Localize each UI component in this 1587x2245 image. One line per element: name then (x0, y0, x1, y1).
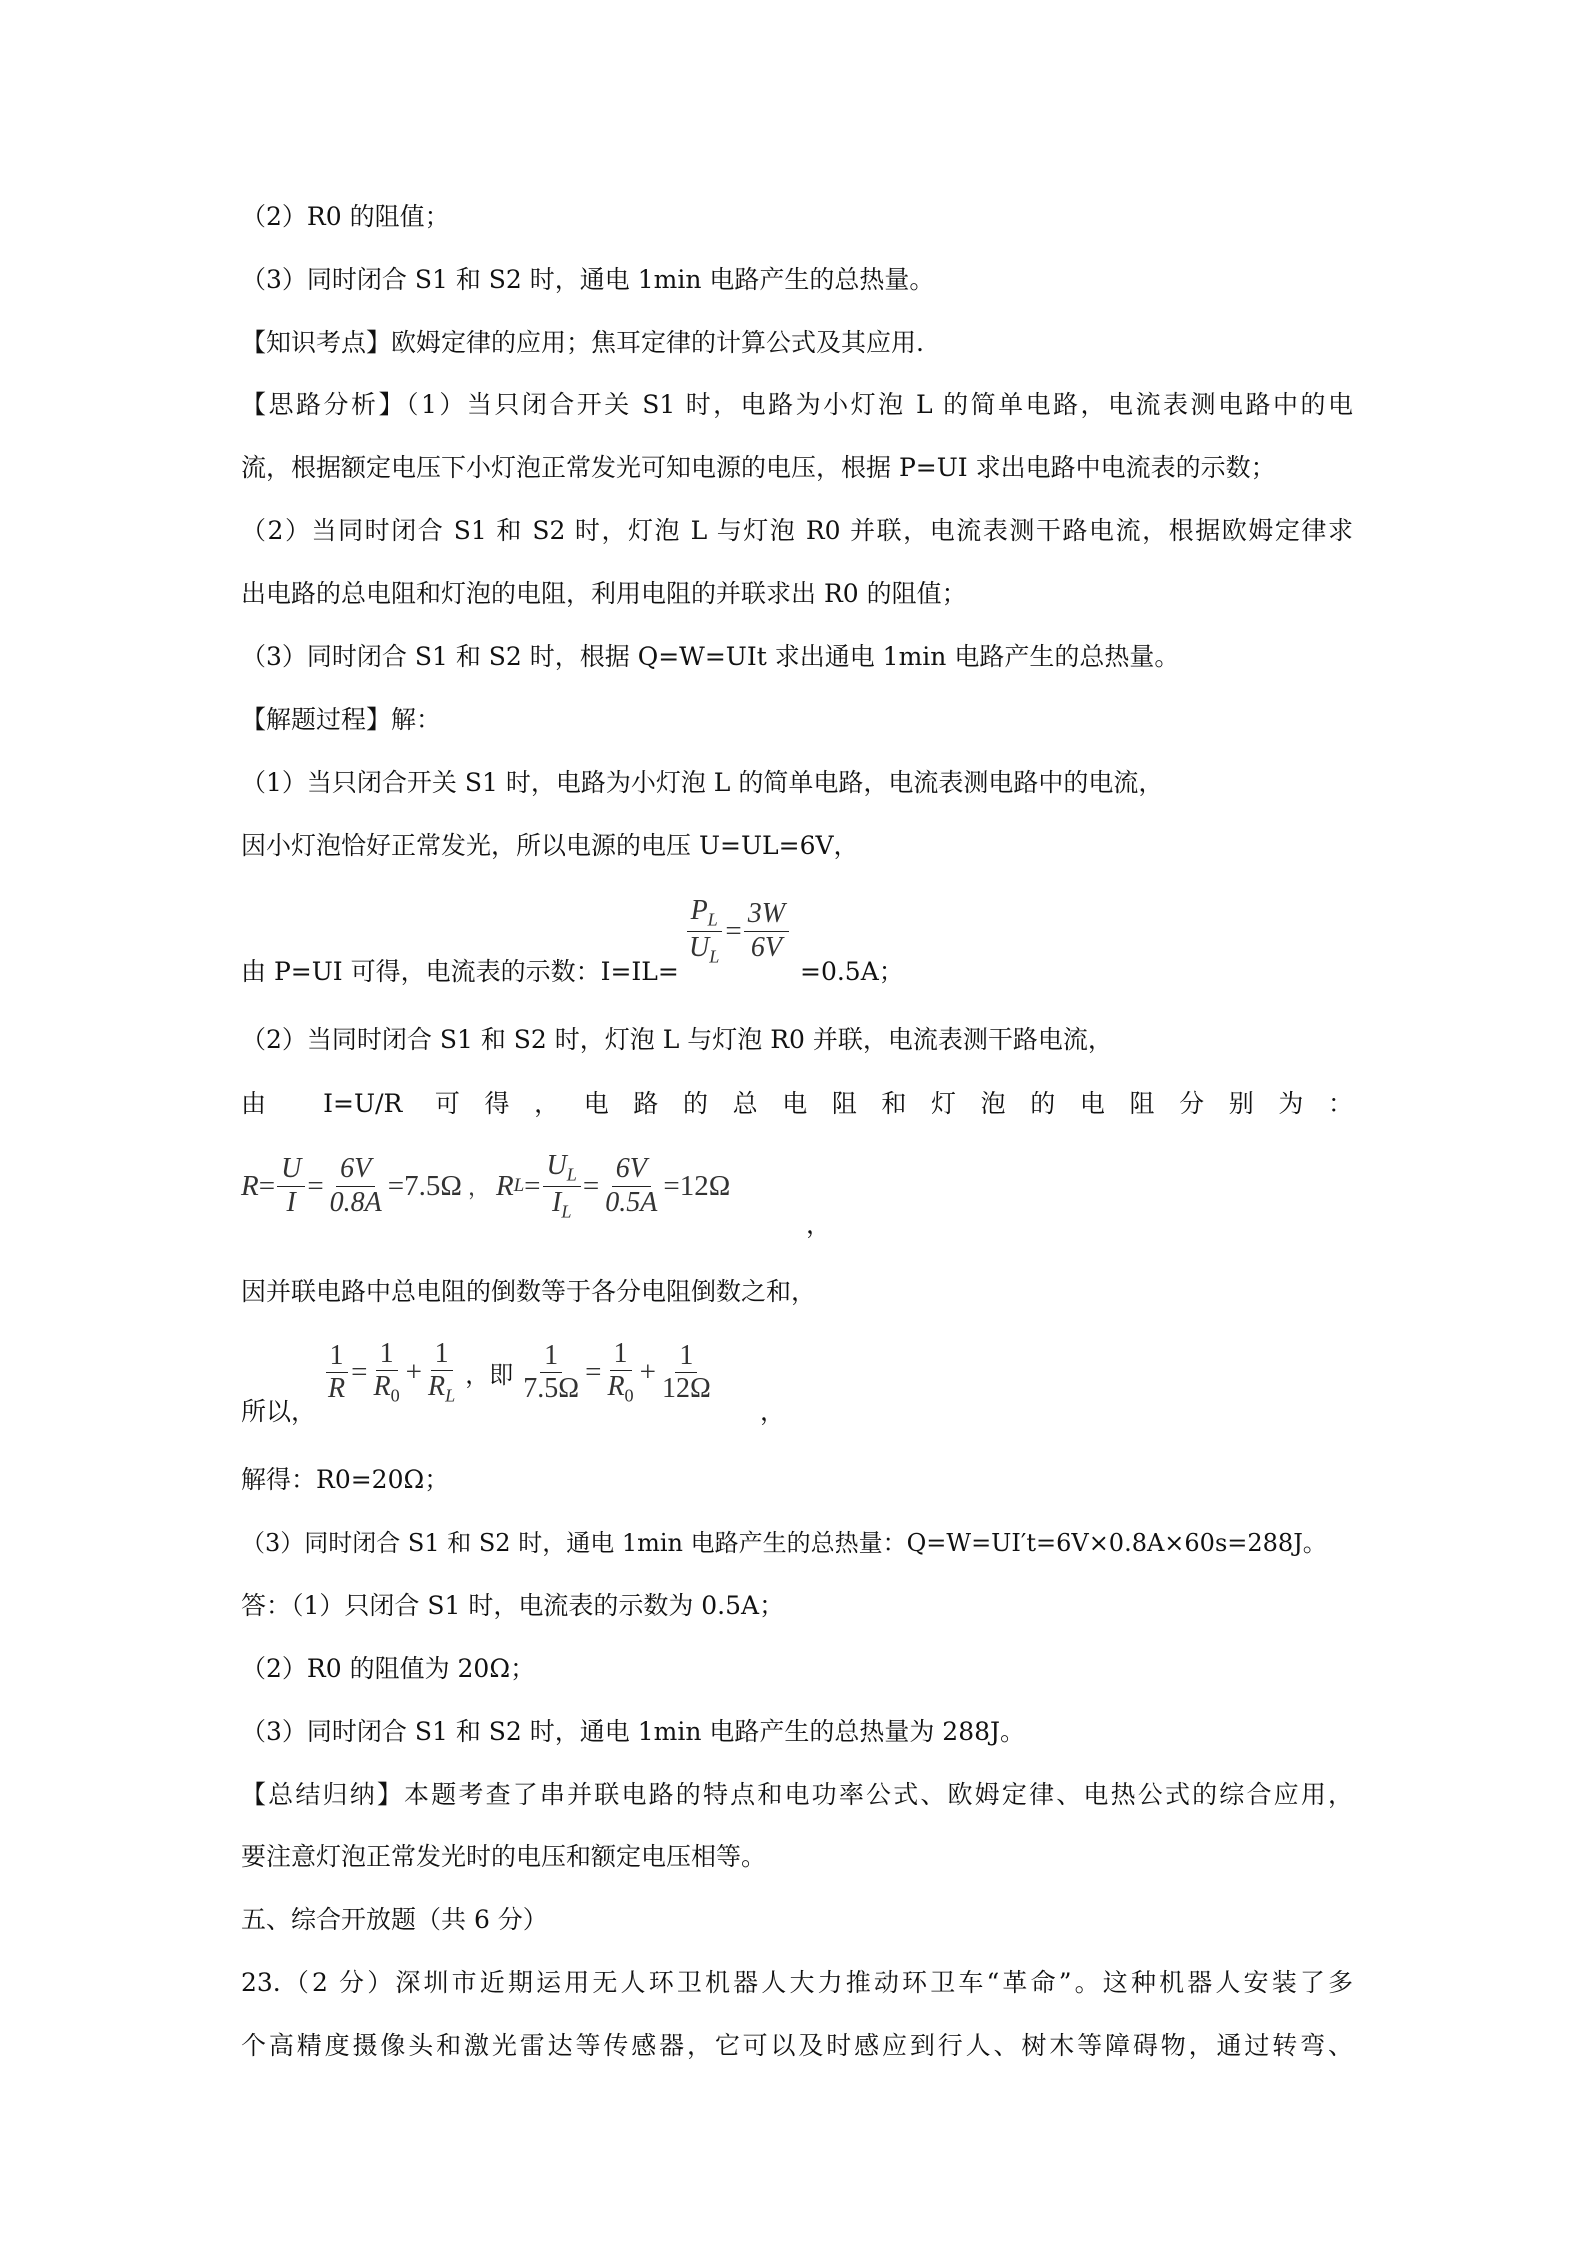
solution-line: 由 I=U/R 可得，电路的总电阻和灯泡的电阻分别为： (241, 1089, 1353, 1118)
analysis-line: 【思路分析】（1）当只闭合开关 S1 时，电路为小灯泡 L 的简单电路，电流表测电路中的电 (241, 390, 1353, 419)
plus: + (639, 1355, 656, 1388)
result: =12Ω (663, 1169, 731, 1202)
fraction (324, 1340, 349, 1405)
question-line: 个高精度摄像头和激光雷达等传感器，它可以及时感应到行人、树木等障碍物，通过转弯、 (241, 2031, 1353, 2060)
analysis-line: （2）当同时闭合 S1 和 S2 时，灯泡 L 与灯泡 R0 并联，电流表测干路电流，根据欧姆定律求 (241, 516, 1353, 545)
summary-line: 要注意灯泡正常发光时的电压和额定电压相等。 (241, 1842, 767, 1871)
denominator: 0.5A (605, 1186, 658, 1218)
text-segment: 所以， (241, 1397, 317, 1426)
formula-resistance (241, 1150, 730, 1222)
numerator: 1 (610, 1338, 632, 1371)
text-segment: 由 P=UI 可得，电流表的示数：I=IL= (241, 957, 679, 986)
denominator: I (286, 1186, 296, 1218)
text-line: （2）R0 的阻值； (241, 202, 450, 231)
numerator: 3W (744, 898, 789, 931)
text-segment: ， (806, 1210, 832, 1239)
denominator: 12Ω (662, 1372, 711, 1404)
equals: = (585, 1355, 602, 1388)
solution-line: 因小灯泡恰好正常发光，所以电源的电压 U=UL=6V， (241, 831, 859, 860)
formula-parallel (322, 1338, 717, 1407)
equals: = (351, 1355, 368, 1388)
fraction (744, 898, 789, 963)
symbol: U (546, 1150, 567, 1181)
subscript: 0 (390, 1385, 400, 1406)
symbol: I (551, 1186, 562, 1218)
denominator: R (328, 1372, 346, 1404)
symbol: U (689, 931, 710, 963)
analysis-line: （3）同时闭合 S1 和 S2 时，根据 Q=W=UIt 求出通电 1min 电路产生的总热量。 (241, 642, 1180, 671)
numerator: 6V (336, 1153, 375, 1186)
symbol: R (373, 1371, 391, 1403)
text-segment: ，即 (465, 1360, 514, 1389)
separator: ， (467, 1174, 490, 1200)
denominator: 0.8A (329, 1186, 382, 1218)
equals: = (725, 914, 742, 947)
subscript: L (566, 1164, 577, 1185)
answer-line: 答：（1）只闭合 S1 时，电流表的示数为 0.5A； (241, 1591, 785, 1620)
numerator: 1 (376, 1338, 398, 1371)
solution-line-current (241, 955, 679, 989)
equals: = (307, 1169, 324, 1202)
text-segment: ， (760, 1397, 786, 1426)
solution-line: 解得：R0=20Ω； (241, 1465, 450, 1494)
summary-line: 【总结归纳】本题考查了串并联电路的特点和电功率公式、欧姆定律、电热公式的综合应用， (241, 1780, 1353, 1809)
denominator: 7.5Ω (523, 1372, 580, 1404)
section-heading: 五、综合开放题（共 6 分） (241, 1905, 548, 1934)
symbol: R (607, 1371, 625, 1403)
equals: = (258, 1169, 276, 1202)
fraction (369, 1338, 403, 1407)
symbol: R (241, 1169, 259, 1202)
solution-line: （1）当只闭合开关 S1 时，电路为小灯泡 L 的简单电路，电流表测电路中的电流， (241, 768, 1164, 797)
analysis-line: 出电路的总电阻和灯泡的电阻，利用电阻的并联求出 R0 的阻值； (241, 579, 967, 608)
equals: = (524, 1169, 541, 1202)
subscript: L (513, 1175, 525, 1197)
text-segment: =0.5A； (800, 957, 904, 986)
symbol: R (495, 1169, 514, 1202)
knowledge-points: 【知识考点】欧姆定律的应用；焦耳定律的计算公式及其应用. (241, 328, 924, 357)
solution-heading: 【解题过程】解： (241, 705, 442, 734)
formula-current (683, 895, 791, 967)
fraction (543, 1150, 581, 1222)
fraction (658, 1340, 715, 1405)
fraction (424, 1338, 459, 1407)
fraction (326, 1153, 386, 1218)
fraction (685, 895, 723, 967)
analysis-line: 流，根据额定电压下小灯泡正常发光可知电源的电压，根据 P=UI 求出电路中电流表的示数； (241, 453, 1276, 482)
fraction (603, 1338, 637, 1407)
solution-line: （2）当同时闭合 S1 和 S2 时，灯泡 L 与灯泡 R0 并联，电流表测干路电流， (241, 1025, 1113, 1054)
subscript: L (561, 1201, 572, 1222)
numerator: 1 (675, 1340, 697, 1373)
fraction (519, 1340, 583, 1405)
solution-line: 因并联电路中总电阻的倒数等于各分电阻倒数之和， (241, 1277, 817, 1306)
subscript: L (709, 946, 720, 967)
text-line: （3）同时闭合 S1 和 S2 时，通电 1min 电路产生的总热量。 (241, 265, 935, 294)
result: =7.5Ω (387, 1169, 462, 1202)
numerator: 6V (612, 1153, 651, 1186)
numerator: 1 (540, 1340, 562, 1373)
symbol: R (428, 1371, 446, 1403)
numerator: 1 (326, 1340, 348, 1373)
denominator: 6V (750, 931, 782, 963)
plus: + (405, 1355, 423, 1388)
answer-line: （2）R0 的阻值为 20Ω； (241, 1654, 536, 1683)
subscript: L (707, 909, 718, 930)
answer-line: （3）同时闭合 S1 和 S2 时，通电 1min 电路产生的总热量为 288J。 (241, 1717, 1026, 1746)
question-line: 23.（2 分）深圳市近期运用无人环卫机器人大力推动环卫车“革命”。这种机器人安装了多 (241, 1968, 1353, 1997)
fraction (277, 1153, 305, 1218)
fraction (601, 1153, 661, 1218)
solution-line: （3）同时闭合 S1 和 S2 时，通电 1min 电路产生的总热量：Q=W=UI′t=6V×0.8A×60s=288J。 (241, 1529, 1327, 1557)
symbol: P (690, 895, 708, 926)
subscript: L (445, 1385, 456, 1406)
numerator: U (277, 1153, 305, 1186)
numerator: 1 (431, 1338, 453, 1371)
subscript: 0 (624, 1385, 634, 1406)
equals: = (582, 1169, 600, 1202)
